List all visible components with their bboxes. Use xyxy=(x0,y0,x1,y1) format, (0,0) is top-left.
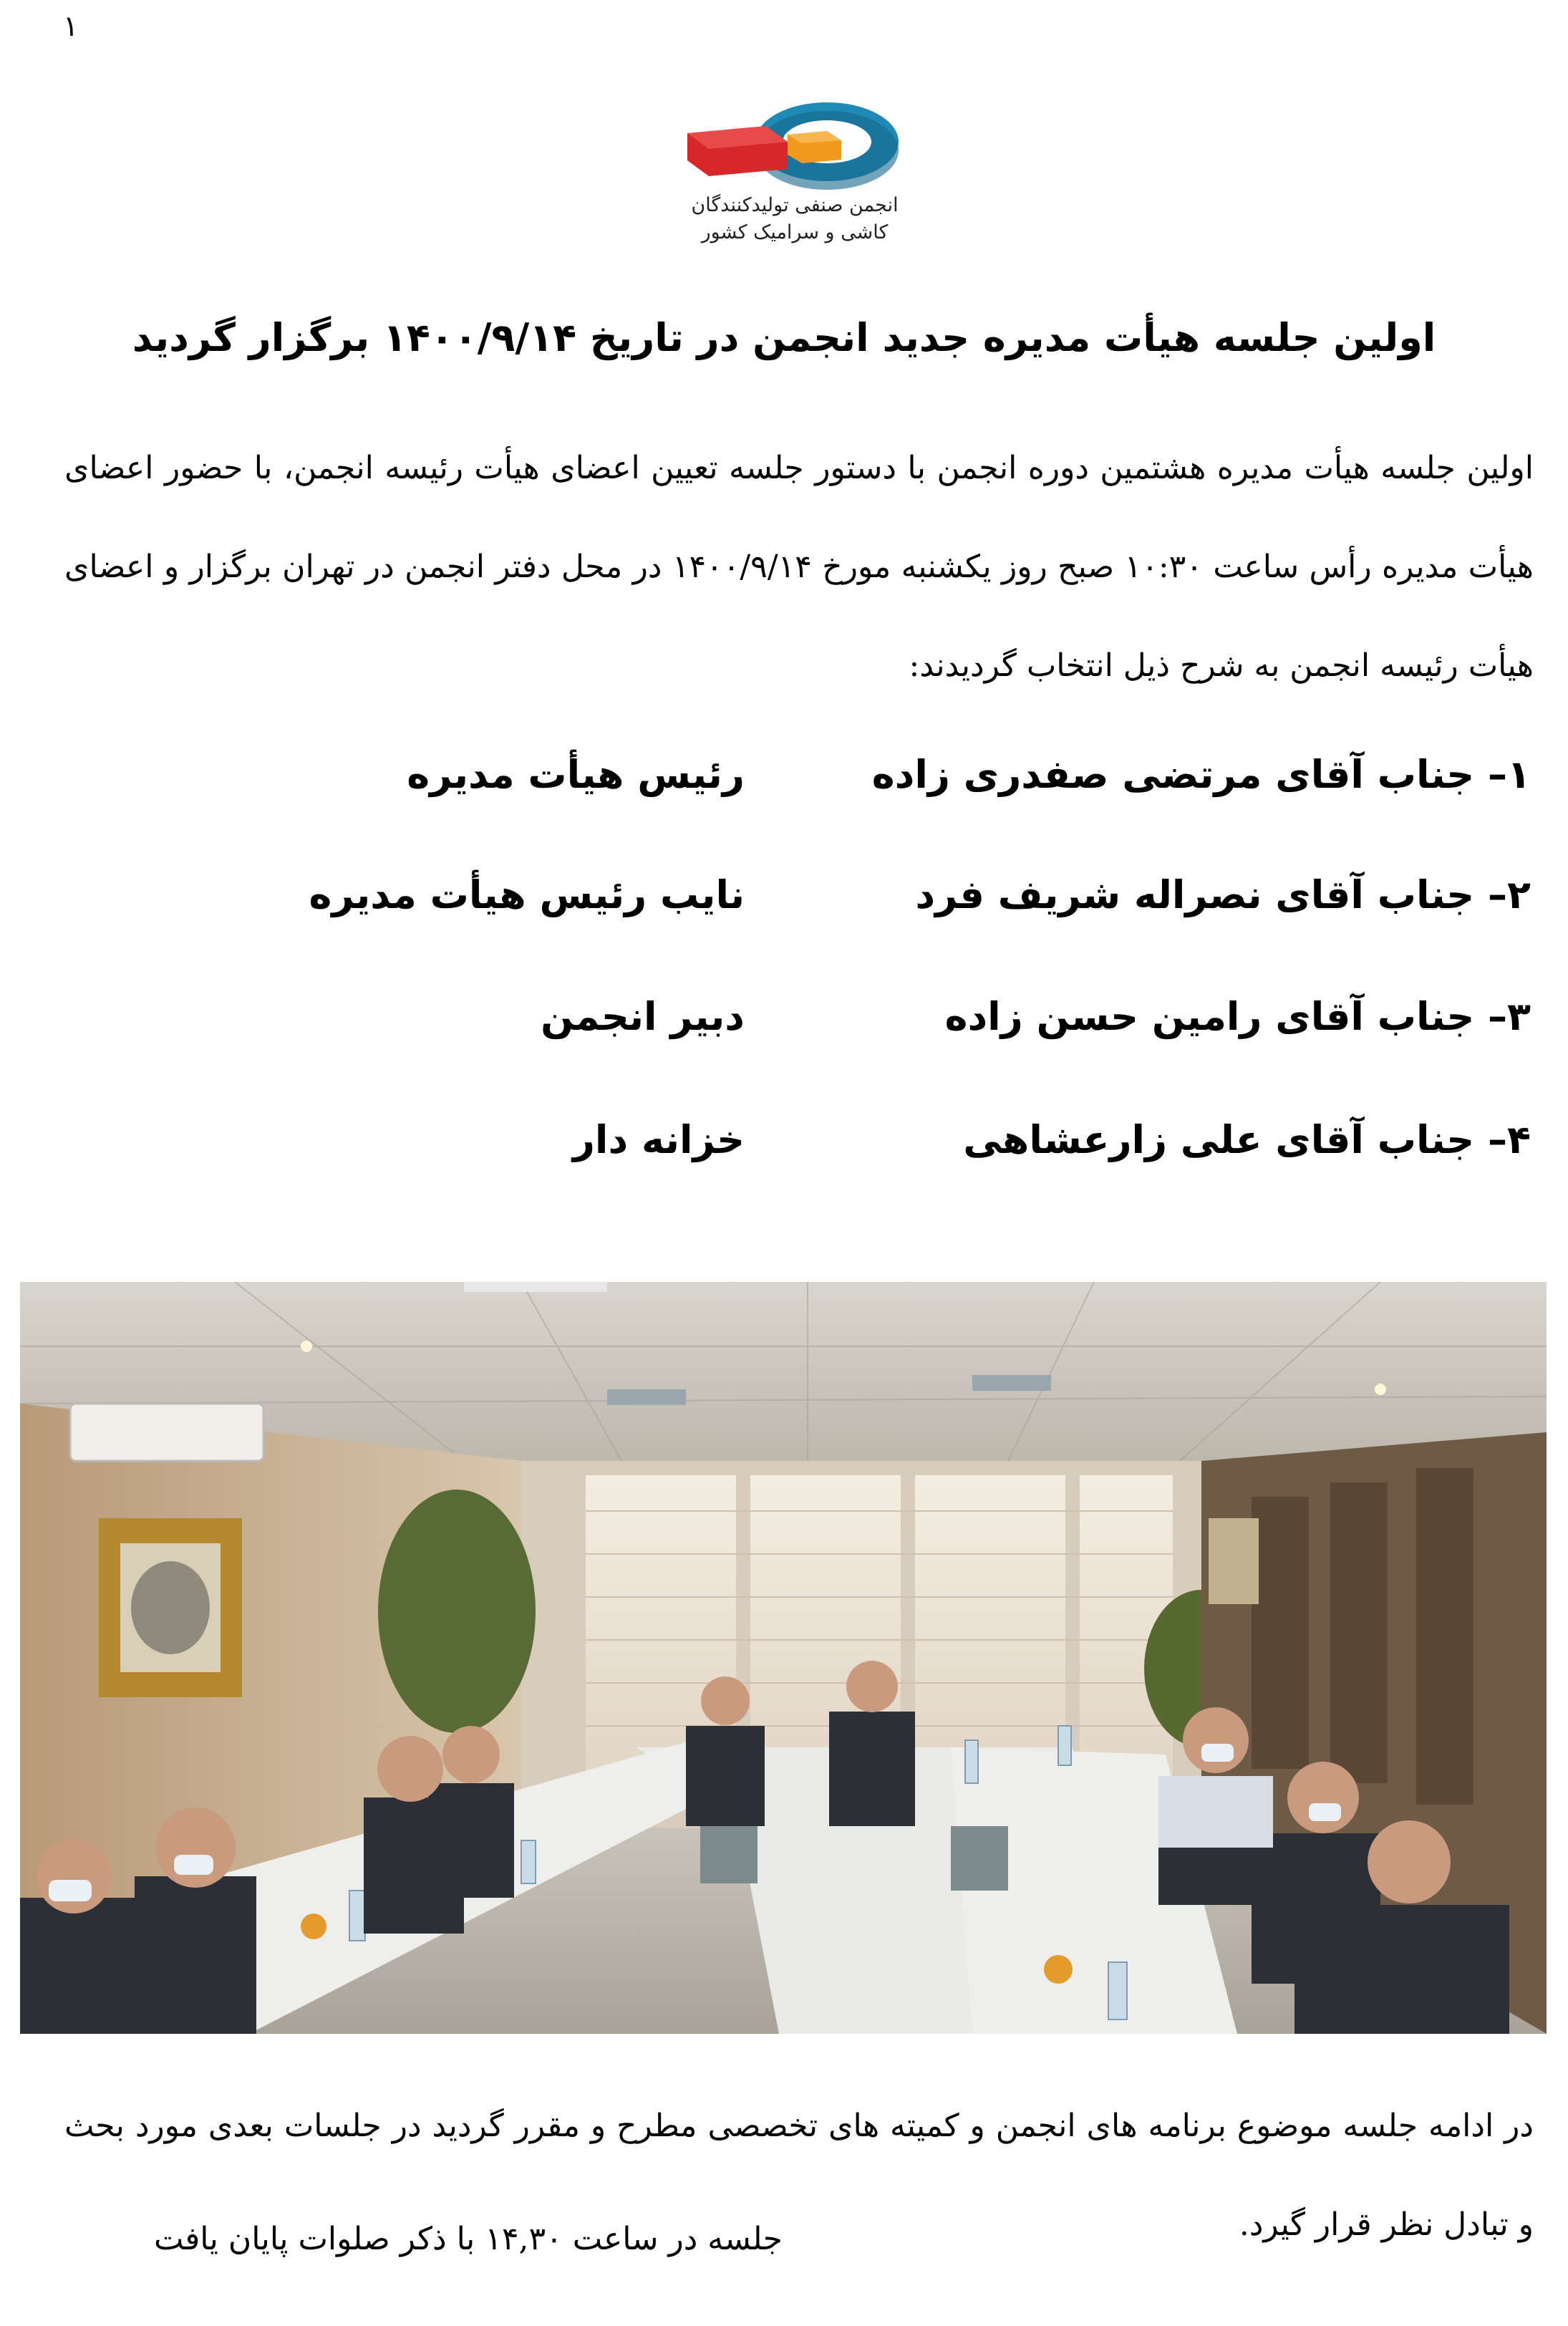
outro-paragraph: در ادامه جلسه موضوع برنامه های انجمن و کمیته های تخصصی مطرح و مقرر گردید در جلسات بعدی مورد بحث و تبادل نظر قرار گیرد. xyxy=(64,2108,1534,2243)
member-name: ۳– جناب آقای رامین حسن زاده xyxy=(944,994,1531,1039)
member-role: دبیر انجمن xyxy=(541,994,745,1039)
page-title: اولین جلسه هیأت مدیره جدید انجمن در تاریخ ۱۴۰۰/۹/۱۴ برگزار گردید xyxy=(132,315,1436,360)
member-name: ۴– جناب آقای علی زارعشاهی xyxy=(963,1117,1531,1162)
page-number: ۱ xyxy=(63,10,79,43)
meeting-room-illustration xyxy=(20,1282,1547,2034)
logo-text-line-2: کاشی و سرامیک کشور xyxy=(701,221,889,243)
closing-note: جلسه در ساعت ۱۴,۳۰ با ذکر صلوات پایان یافت xyxy=(154,2221,783,2257)
member-role: نایب رئیس هیأت مدیره xyxy=(309,872,745,917)
member-role: رئیس هیأت مدیره xyxy=(407,752,745,797)
intro-paragraph: اولین جلسه هیأت مدیره هشتمین دوره انجمن با دستور جلسه تعیین اعضای هیأت رئیسه انجمن، با حضور اعضای هیأت مدیره رأس ساعت ۱۰:۳۰ صبح روز یکشنبه مورخ ۱۴۰۰/۹/۱۴ در محل دفتر انجمن در تهران برگزار و اعضای هیأت رئیسه انجمن به شرح ذیل انتخاب گردیدند: xyxy=(64,450,1534,684)
member-name: ۲– جناب آقای نصراله شریف فرد xyxy=(915,872,1531,917)
member-row xyxy=(0,752,1568,816)
association-logo xyxy=(673,92,916,256)
logo-text-line-1: انجمن صنفی تولیدکنندگان xyxy=(691,194,899,216)
member-name: ۱– جناب آقای مرتضی صفدری زاده xyxy=(871,752,1531,797)
meeting-photo xyxy=(20,1282,1547,2034)
member-row xyxy=(0,994,1568,1058)
member-row xyxy=(0,872,1568,937)
member-role: خزانه دار xyxy=(572,1117,745,1162)
logo-mark-icon xyxy=(680,92,909,192)
member-row xyxy=(0,1117,1568,1182)
